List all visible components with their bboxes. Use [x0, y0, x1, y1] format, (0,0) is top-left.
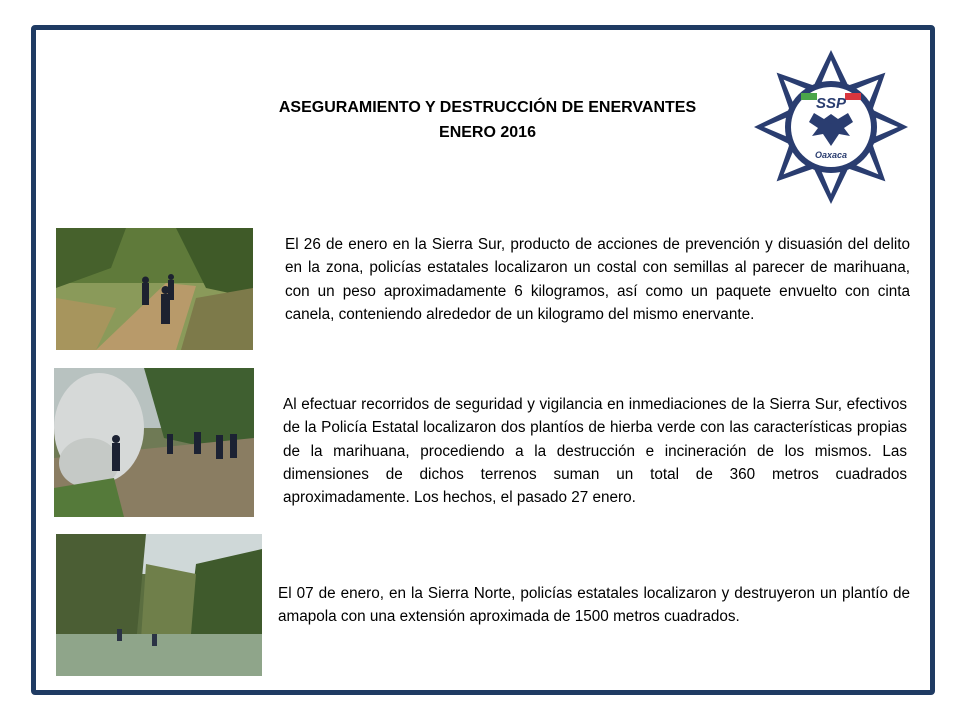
photo-sierra-sur-trail: [56, 228, 253, 350]
title-line-2: ENERO 2016: [439, 124, 536, 141]
entry-text-1: El 26 de enero en la Sierra Sur, producto de acciones de prevención y disuasión del delito en la zona, policías estatales localizaron un costal con semillas al parecer de marihuana, con un peso aproximadamente 6 kilogramos, así como un paquete envuelto con cinta canela, conteniendo alrededor de un kilogramo del mismo enervante.: [285, 236, 910, 323]
title-line-1: ASEGURAMIENTO Y DESTRUCCIÓN DE ENERVANTES: [278, 99, 697, 116]
badge-flag-green: [801, 93, 817, 100]
entry-text-2: Al efectuar recorridos de seguridad y vigilancia en inmediaciones de la Sierra Sur, efectivos de la Policía Estatal localizaron dos plantíos de hierba verde con las características propias de la marihuana, procediendo a la destrucción e incineración de los mismos. Las dimensiones de dichos terrenos suman un total de 360 metros cuadrados aproximadamente. Los hechos, el pasado 27 enero.: [283, 396, 907, 507]
entry-text-3: El 07 de enero, en la Sierra Norte, policías estatales localizaron y destruyeron un plantío de amapola con una extensión aproximada de 1500 metros cuadrados.: [278, 585, 910, 626]
photo-sierra-sur-incineration: [54, 368, 254, 517]
badge-acronym: SSP: [815, 95, 847, 112]
page-title: [250, 95, 725, 145]
badge-state: Oaxaca: [814, 150, 848, 160]
photo-sierra-norte-field: [56, 534, 262, 676]
ssp-oaxaca-badge: [752, 48, 910, 206]
badge-flag-red: [845, 93, 861, 100]
